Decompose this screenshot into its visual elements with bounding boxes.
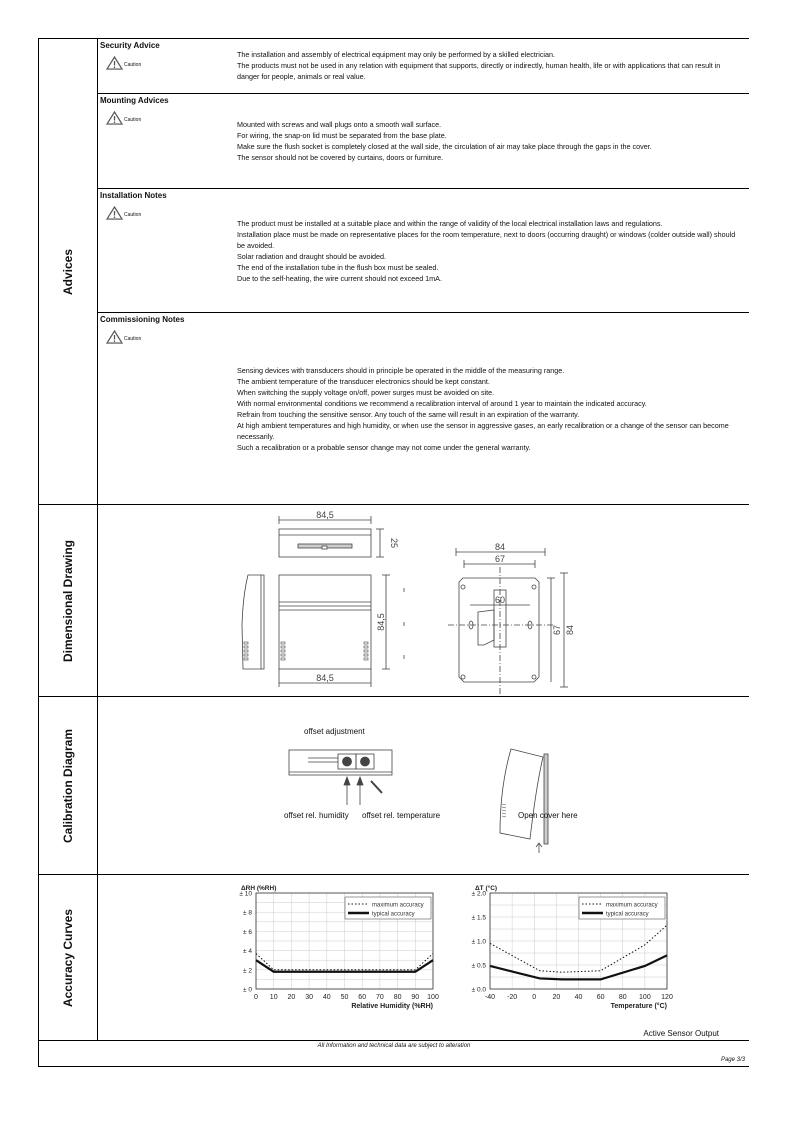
x-tick-label: 80: [618, 994, 627, 1001]
security-advice-text: [237, 49, 741, 82]
accuracy-charts: [98, 875, 749, 1041]
text-line: The product must be installed at a suitable place and within the range of validity of the local electrical installation laws and regulations.: [237, 219, 663, 228]
temperature-accuracy-chart: [460, 881, 690, 1026]
dim-back-outer: 84: [494, 542, 506, 552]
footer: [39, 1040, 749, 1067]
text-line: Make sure the flush socket is completely closed at the wall side, the circulation of air may take place through the gaps in the cover.: [237, 142, 652, 151]
legend-label: maximum accuracy: [606, 902, 658, 909]
text-line: At high ambient temperatures and high humidity, or when use the sensor in aggressive gases, an early recalibration or a change of the sensor can become necessarily.: [237, 421, 729, 441]
x-axis-label: Relative Humidity (%RH): [351, 1003, 433, 1010]
dim-back-v-inner: 67: [552, 624, 562, 636]
calibration-diagram: [98, 697, 749, 875]
calibration-label: Calibration Diagram: [61, 728, 75, 844]
legend-label: maximum accuracy: [372, 902, 424, 909]
y-tick-label: ± 1.0: [471, 938, 486, 946]
security-advice-title: Security Advice: [100, 41, 160, 50]
text-line: The ambient temperature of the transducer electronics should be kept constant.: [237, 377, 490, 386]
caution-label: Caution: [124, 336, 142, 342]
back-plate-view: [448, 548, 568, 695]
warning-triangle-icon: [106, 330, 123, 344]
x-tick-label: 90: [411, 994, 420, 1001]
x-tick-label: 60: [596, 994, 605, 1001]
x-tick-label: 0: [254, 994, 258, 1001]
text-line: Due to the self-heating, the wire current should not exceed 1mA.: [237, 274, 442, 283]
y-tick-label: ± 1.5: [471, 914, 486, 922]
text-line: The installation and assembly of electrical equipment may only be performed by a skilled electrician.: [237, 50, 556, 59]
dim-front-width: 84,5: [316, 673, 334, 683]
x-tick-label: 40: [574, 994, 583, 1001]
calibration-section: [39, 696, 749, 875]
mounting-advices-block: [98, 93, 749, 189]
security-advice-block: [98, 39, 749, 93]
text-line: With normal environmental conditions we recommend a recalibration interval of around 1 year to maintain the indicated accuracy.: [237, 399, 647, 408]
accuracy-label: Accuracy Curves: [61, 908, 75, 1008]
y-axis-label: ΔRH (%RH): [241, 885, 277, 892]
advices-label: Advices: [61, 248, 75, 296]
x-tick-label: 60: [358, 994, 367, 1001]
dim-top-depth: 25: [389, 537, 399, 549]
dim-front-height: 84,5: [376, 613, 386, 631]
x-tick-label: 100: [427, 994, 439, 1001]
mounting-advices-title: Mounting Advices: [100, 96, 169, 105]
x-tick-label: 20: [552, 994, 561, 1001]
y-tick-label: ± 0.0: [471, 986, 486, 994]
installation-notes-block: [98, 188, 749, 313]
text-line: The end of the installation tube in the flush box must be sealed.: [237, 263, 439, 272]
y-tick-label: ± 2.0: [471, 890, 486, 898]
x-tick-label: 40: [322, 994, 331, 1001]
x-tick-label: 70: [376, 994, 384, 1001]
accuracy-caption: Active Sensor Output: [643, 1029, 719, 1038]
installation-notes-text: [237, 218, 741, 284]
mounting-advices-text: [237, 119, 741, 163]
open-cover-illustration: [500, 749, 548, 853]
caution-label: Caution: [124, 212, 142, 218]
caution-badge: [106, 111, 141, 125]
advices-side: [39, 39, 98, 505]
accuracy-side: [39, 875, 98, 1041]
y-tick-label: ± 2: [243, 967, 252, 975]
x-tick-label: 100: [639, 994, 651, 1001]
text-line: Mounted with screws and wall plugs onto a smooth wall surface.: [237, 120, 442, 129]
y-tick-label: ± 6: [243, 928, 252, 936]
y-tick-label: ± 10: [239, 890, 252, 898]
y-tick-label: ± 8: [243, 909, 252, 917]
caution-badge: [106, 56, 141, 70]
y-tick-label: ± 0: [243, 986, 252, 994]
footer-note: All Information and technical data are subject to alteration: [317, 1043, 471, 1049]
text-line: Such a recalibration or a probable sensor change may not come under the general warranty.: [237, 443, 531, 452]
caution-badge: [106, 330, 141, 344]
dimensional-drawing: [98, 505, 749, 697]
calibration-side: [39, 697, 98, 875]
open-cover-label: Open cover here: [518, 811, 578, 820]
datasheet-frame: [38, 38, 749, 1067]
accuracy-section: [39, 874, 749, 1041]
x-tick-label: 20: [287, 994, 296, 1001]
dimensional-section: [39, 504, 749, 697]
commissioning-notes-title: Commissioning Notes: [100, 315, 185, 324]
x-tick-label: -20: [507, 994, 518, 1001]
screwdriver-icon: [371, 781, 382, 793]
x-tick-label: -40: [484, 994, 496, 1001]
text-line: Refrain from touching the sensitive sensor. Any touch of the same will result in an expiration of the warranty.: [237, 410, 580, 419]
y-tick-label: ± 4: [243, 948, 252, 956]
text-line: Solar radiation and draught should be avoided.: [237, 252, 387, 261]
text-line: The sensor should not be covered by curtains, doors or furniture.: [237, 153, 444, 162]
offset-temperature-label: offset rel. temperature: [362, 811, 441, 820]
dimension-drawing-svg: [98, 505, 749, 697]
side-view: [242, 575, 264, 669]
commissioning-notes-block: [98, 312, 749, 506]
text-line: Sensing devices with transducers should in principle be operated in the middle of the measuring range.: [237, 366, 565, 375]
top-view: [279, 516, 384, 557]
advices-section: [39, 38, 749, 505]
text-line: When switching the supply voltage on/off, power surges must be avoided on site.: [237, 388, 495, 397]
x-tick-label: 120: [661, 994, 673, 1001]
warning-triangle-icon: [106, 206, 123, 220]
dim-back-inner: 67: [494, 554, 506, 564]
caution-badge: [106, 206, 141, 220]
x-tick-label: 30: [305, 994, 313, 1001]
commissioning-notes-text: [237, 365, 741, 453]
legend-label: typical accuracy: [372, 911, 415, 918]
y-axis-label: ΔT (°C): [475, 885, 498, 892]
x-tick-label: 0: [532, 994, 537, 1001]
dim-top-width: 84,5: [316, 510, 334, 520]
dimensional-side: [39, 505, 98, 697]
page-number: Page 3/3: [720, 1057, 745, 1063]
warning-triangle-icon: [106, 111, 123, 125]
y-tick-label: ± 0.5: [471, 962, 486, 970]
dim-back-hole: 60: [494, 595, 506, 605]
x-tick-label: 50: [340, 994, 349, 1001]
rh-accuracy-chart: [226, 881, 446, 1026]
offset-humidity-label: offset rel. humidity: [284, 811, 349, 820]
text-line: Installation place must be made on representative places for the room temperature, next to doors (occurring draught) or windows (colder outside wall) should be avoided.: [237, 230, 736, 250]
dim-back-v-outer: 84: [565, 624, 575, 636]
installation-notes-title: Installation Notes: [100, 191, 167, 200]
text-line: For wiring, the snap-on lid must be separated from the base plate.: [237, 131, 447, 140]
legend-label: typical accuracy: [606, 911, 649, 918]
dimensional-label: Dimensional Drawing: [61, 539, 75, 663]
x-tick-label: 80: [393, 994, 402, 1001]
warning-triangle-icon: [106, 56, 123, 70]
caution-label: Caution: [124, 117, 142, 123]
caution-label: Caution: [124, 62, 142, 68]
text-line: The products must not be used in any relation with equipment that supports, directly or indirectly, human health, life or with applications that can result in danger for people, animals or real value.: [237, 61, 721, 81]
x-tick-label: 10: [269, 994, 278, 1001]
x-axis-label: Temperature (°C): [610, 1003, 667, 1010]
offset-adjustment-label: offset adjustment: [304, 727, 365, 736]
calibration-svg: [98, 697, 749, 875]
